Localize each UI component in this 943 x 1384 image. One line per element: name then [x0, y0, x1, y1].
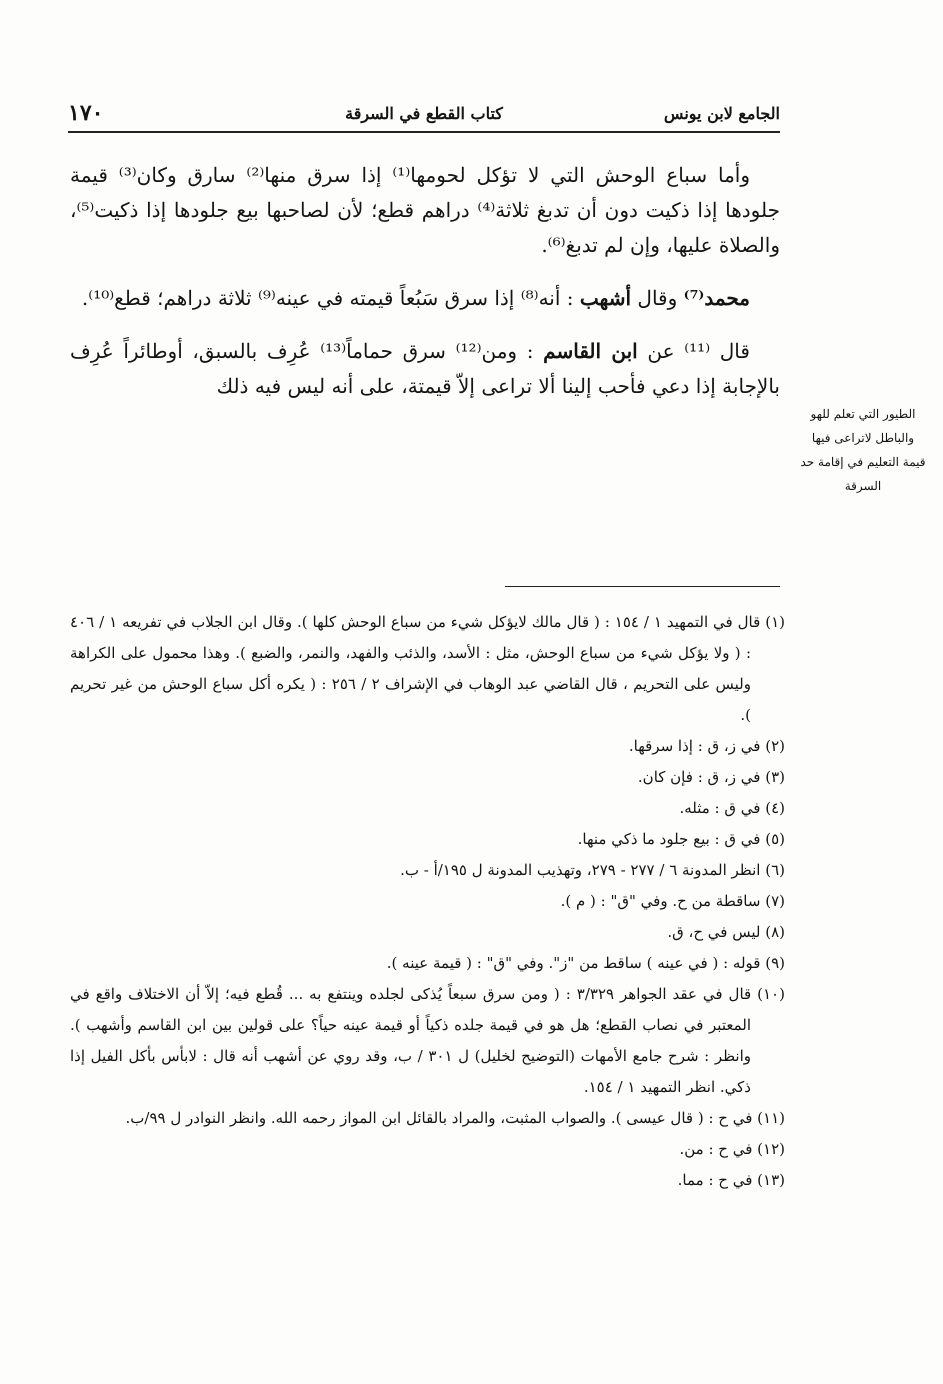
- page-number: ١٧٠: [68, 100, 104, 126]
- book-title: الجامع لابن يونس: [663, 104, 780, 123]
- name-muhammad: محمد⁽⁷⁾: [683, 286, 750, 310]
- footnote-8: (٨) ليس في ح، ق.: [667, 923, 785, 941]
- footnote-13: (١٣) في ح : مما.: [677, 1171, 785, 1189]
- text-said: وقال: [631, 286, 684, 310]
- margin-note: الطيور التي تعلم للهو والباطل لاتراعى فيها قيمة التعليم في إقامة حد السرقة: [800, 407, 926, 493]
- main-text: [70, 158, 780, 422]
- footnote-1: (١) قال في التمهيد ١ / ١٥٤ : ( قال مالك لايؤكل شيء من سباع الوحش كلها ). وقال ابن الجلاب في تفريعه ١ / ٤٠٦ : ( ولا يؤكل شيء من سباع الوحش، مثل : الأسد، والذئب والفهد، والنمر، والضبع ). وهذا محمول على الكراهة وليس على التحريم ، قال القاضي عبد الوهاب في الإشراف ٢ / ٢٥٦ : ( يكره أكل سباع الوحش من غير تحريم ).: [70, 613, 785, 724]
- paragraph-3-start: قال ⁽¹¹⁾ عن: [637, 339, 750, 363]
- paragraph-2: [70, 281, 780, 316]
- footnote-6: (٦) انظر المدونة ٦ / ٢٧٧ - ٢٧٩، وتهذيب المدونة ل ١٩٥/أ - ب.: [400, 861, 785, 879]
- header-divider: [68, 131, 780, 133]
- name-ibn-al-qasim: ابن القاسم: [543, 339, 638, 363]
- footnote-9: (٩) قوله : ( في عينه ) ساقط من "ز". وفي "ق" : ( قيمة عينه ).: [386, 954, 785, 972]
- footnote-divider: [505, 586, 780, 587]
- footnote-5: (٥) في ق : بيع جلود ما ذكي منها.: [577, 830, 785, 848]
- chapter-title: كتاب القطع في السرقة: [345, 104, 503, 123]
- footnote-11: (١١) في ح : ( قال عيسى ). والصواب المثبت، والمراد بالقائل ابن المواز رحمه الله. وانظر النوادر ل ٩٩/ب.: [125, 1109, 785, 1127]
- name-ashhab: أشهب: [579, 286, 632, 310]
- paragraph-2-rest: : أنه⁽⁸⁾ إذا سرق سَبُعاً قيمته في عينه⁽⁹⁾ ثلاثة دراهم؛ قطع⁽¹⁰⁾.: [81, 286, 580, 310]
- footnote-3: (٣) في ز، ق : فإن كان.: [637, 768, 785, 786]
- paragraph-3: [70, 334, 780, 404]
- paragraph-1: وأما سباع الوحش التي لا تؤكل لحومها⁽¹⁾ إذا سرق منها⁽²⁾ سارق وكان⁽³⁾ قيمة جلودها إذا ذكيت دون أن تدبغ ثلاثة⁽⁴⁾ دراهم قطع؛ لأن لصاحبها بيع جلودها إذا ذكيت⁽⁵⁾، والصلاة عليها، وإن لم تدبغ⁽⁶⁾.: [70, 163, 780, 257]
- footnote-2: (٢) في ز، ق : إذا سرقها.: [628, 737, 785, 755]
- footnote-7: (٧) ساقطة من ح. وفي "ق" : ( م ).: [560, 892, 785, 910]
- paragraph-3-rest: : ومن⁽¹²⁾ سرق حماماً⁽¹³⁾ عُرِف بالسبق، أوطائراً عُرِف بالإجابة إذا دعي فأحب إلينا ألا تراعى إلاّ قيمتة، على أنه ليس فيه ذلك: [70, 339, 780, 398]
- running-header: [68, 100, 780, 130]
- footnote-4: (٤) في ق : مثله.: [679, 799, 785, 817]
- footnotes: [70, 607, 785, 1196]
- footnote-12: (١٢) في ح : من.: [679, 1140, 785, 1158]
- footnote-10: (١٠) قال في عقد الجواهر ٣/٣٢٩ : ( ومن سرق سبعاً يُذكى لجلده وينتفع به ... قُطع فيه؛ إلاّ أن الاختلاف واقع في المعتبر في نصاب القطع؛ هل هو في قيمة جلده ذكياً أو قيمة عينه حياً؟ على قولين بين ابن القاسم وأشهب ). وانظر : شرح جامع الأمهات (التوضيح لخليل) ل ٣٠١ / ب، وقد روي عن أشهب أنه قال : لابأس بأكل الفيل إذا ذكي. انظر التمهيد ١ / ١٥٤.: [70, 985, 785, 1096]
